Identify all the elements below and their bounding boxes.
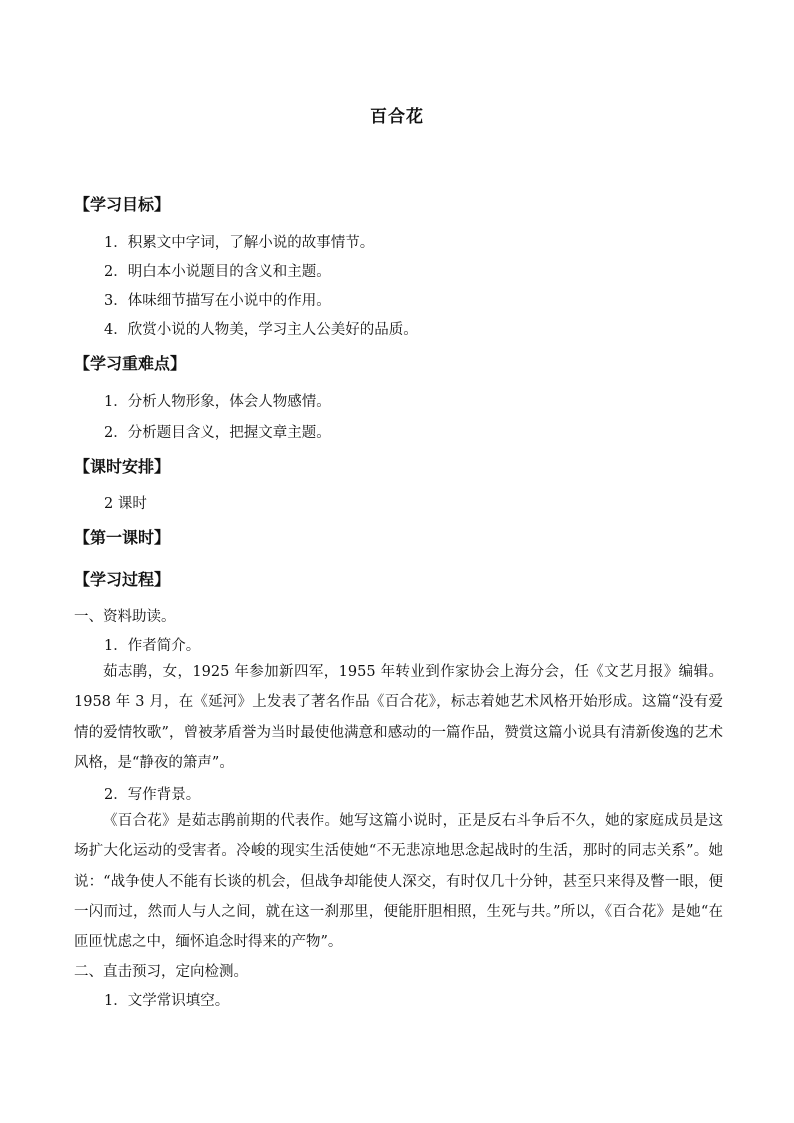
- part2-item-literature: 1．文学常识填空。: [104, 993, 230, 1009]
- goal-item-4: 4．欣赏小说的人物美，学习主人公美好的品质。: [104, 322, 418, 338]
- lesson1-heading: 【第一课时】: [74, 528, 171, 547]
- key-point-1: 1．分析人物形象，体会人物感情。: [104, 394, 331, 410]
- author-paragraph: [74, 657, 723, 778]
- process-heading: 【学习过程】: [74, 570, 171, 589]
- schedule-text: 2 课时: [104, 496, 147, 512]
- key-point-2: 2．分析题目含义，把握文章主题。: [104, 425, 331, 441]
- goal-item-1: 1．积累文中字词，了解小说的故事情节。: [104, 235, 375, 251]
- background-paragraph: [74, 806, 723, 957]
- key-points-heading: 【学习重难点】: [74, 354, 187, 373]
- part1-item-background: 2．写作背景。: [104, 787, 201, 803]
- background-paragraph-text: 《百合花》是茹志鹃前期的代表作。她写这篇小说时，正是反右斗争后不久，她的家庭成员是这场扩大化运动的受害者。冷峻的现实生活使她“不无悲凉地思念起战时的生活，那时的同志关系”。她说：“战争使人不能有长谈的机会，但战争却能使人深交，有时仅几十分钟，甚至只来得及瞥一眼，便一闪而过，然而人与人之间，就在这一刹那里，便能肝胆相照，生死与共。”所以，《百合花》是她“在匝匝忧虑之中，缅怀追念时得来的产物”。: [74, 813, 723, 951]
- part2-title: 二、直击预习，定向检测。: [74, 964, 248, 980]
- author-paragraph-text: 茹志鹃，女，1925 年参加新四军，1955 年转业到作家协会上海分会，任《文艺月报》编辑。1958 年 3 月，在《延河》上发表了著名作品《百合花》，标志着她艺术风格开始形成。这篇“没有爱情的爱情牧歌”，曾被茅盾誉为当时最使他满意和感动的一篇作品，赞赏这篇小说具有清新俊逸的艺术风格，是“静夜的箫声”。: [74, 664, 723, 771]
- goal-item-2: 2．明白本小说题目的含义和主题。: [104, 264, 331, 280]
- goal-item-3: 3．体味细节描写在小说中的作用。: [104, 293, 331, 309]
- part1-title: 一、资料助读。: [74, 609, 176, 625]
- schedule-heading: 【课时安排】: [74, 457, 171, 476]
- goals-heading: 【学习目标】: [74, 195, 171, 214]
- part1-item-author: 1．作者简介。: [104, 638, 201, 654]
- document-title: 百合花: [370, 107, 424, 127]
